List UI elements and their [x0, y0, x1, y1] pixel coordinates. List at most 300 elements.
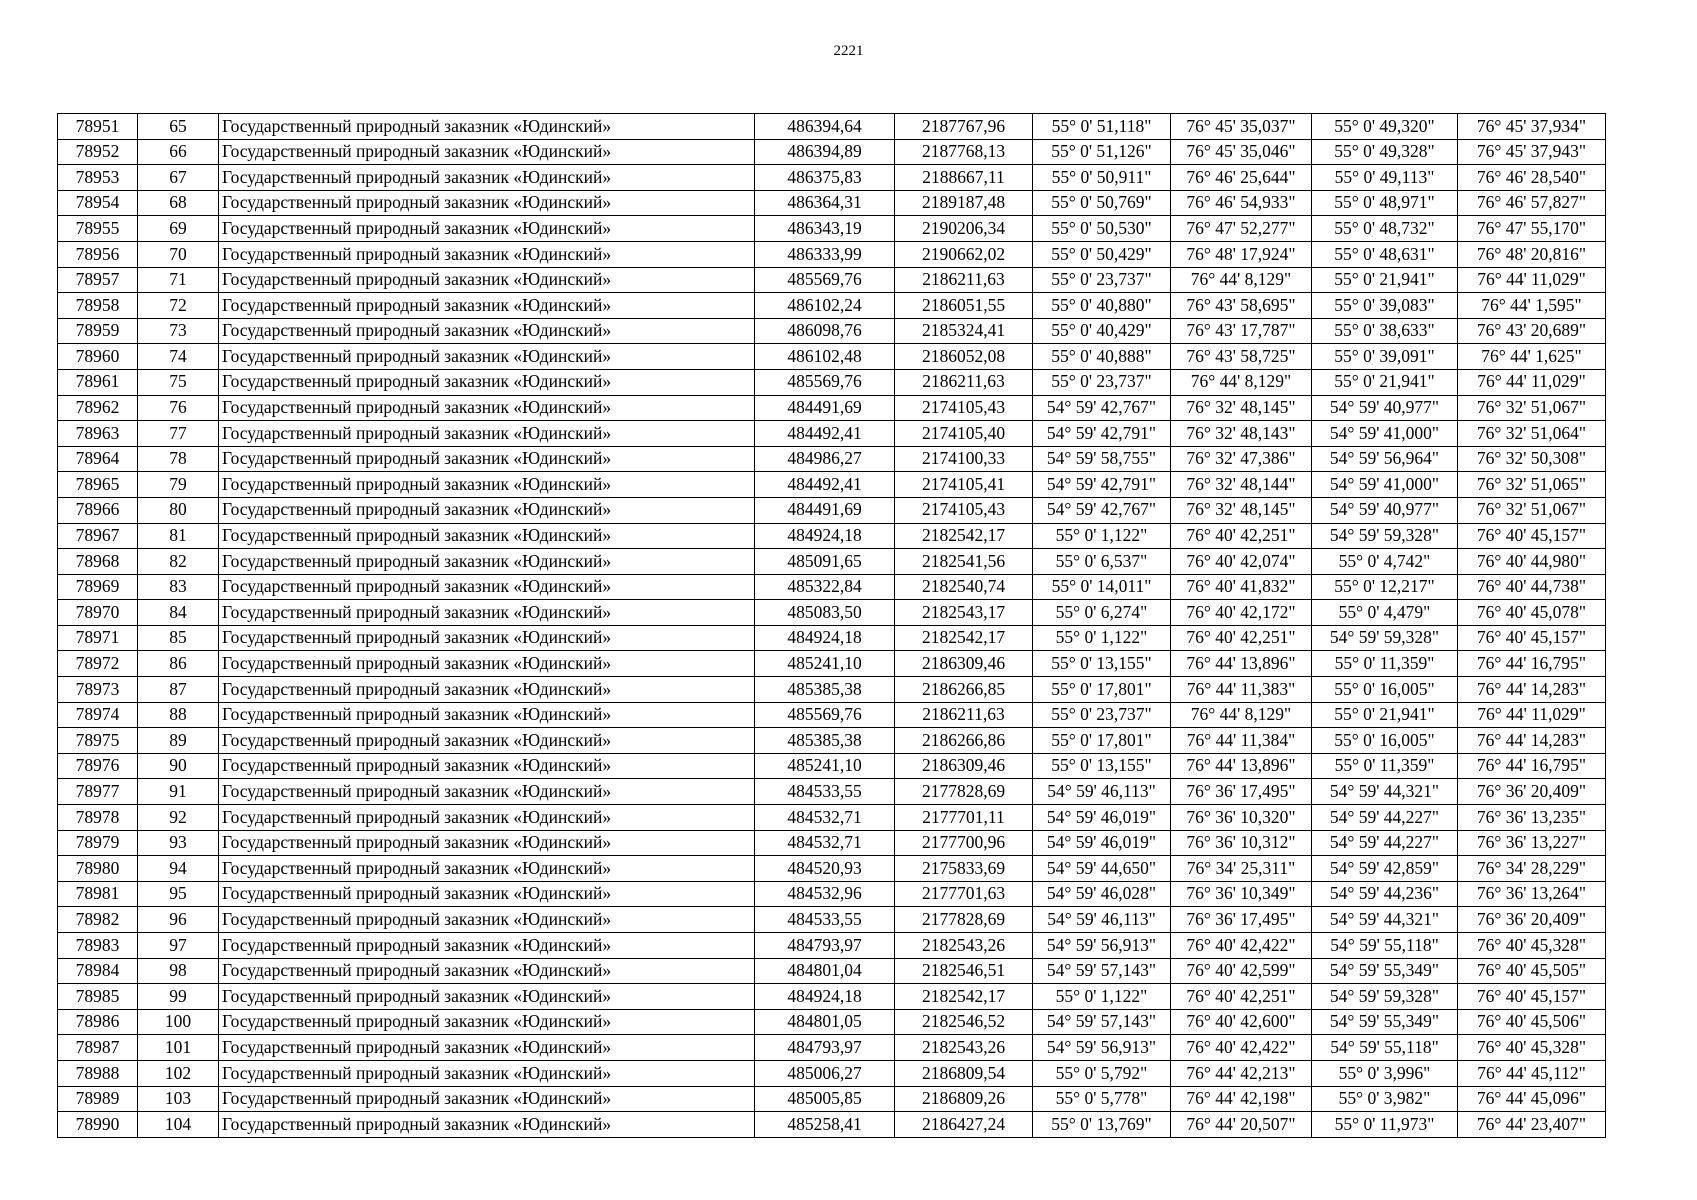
row-id-cell: 78984: [58, 958, 138, 984]
point-number-cell: 99: [138, 984, 219, 1010]
object-name-cell: Государственный природный заказник «Юдинский»: [219, 1035, 755, 1061]
longitude-1-cell: 76° 32' 48,144": [1171, 472, 1312, 498]
point-number-cell: 95: [138, 881, 219, 907]
object-name-cell: Государственный природный заказник «Юдинский»: [219, 267, 755, 293]
table-row: [58, 421, 1606, 447]
row-id-cell: 78982: [58, 907, 138, 933]
latitude-1-cell: 55° 0' 23,737": [1033, 702, 1171, 728]
table-row: [58, 958, 1606, 984]
table-row: [58, 881, 1606, 907]
y-coordinate-cell: 2190662,02: [895, 241, 1033, 267]
point-number-cell: 76: [138, 395, 219, 421]
table-row: [58, 933, 1606, 959]
object-name-cell: Государственный природный заказник «Юдинский»: [219, 241, 755, 267]
row-id-cell: 78965: [58, 472, 138, 498]
longitude-2-cell: 76° 44' 45,112": [1458, 1060, 1606, 1086]
longitude-1-cell: 76° 40' 42,422": [1171, 933, 1312, 959]
longitude-1-cell: 76° 45' 35,046": [1171, 139, 1312, 165]
row-id-cell: 78961: [58, 369, 138, 395]
latitude-2-cell: 54° 59' 55,118": [1312, 1035, 1458, 1061]
y-coordinate-cell: 2182543,26: [895, 933, 1033, 959]
table-row: [58, 830, 1606, 856]
latitude-1-cell: 54° 59' 46,113": [1033, 907, 1171, 933]
y-coordinate-cell: 2186809,26: [895, 1086, 1033, 1112]
longitude-2-cell: 76° 44' 1,625": [1458, 344, 1606, 370]
longitude-2-cell: 76° 40' 44,738": [1458, 574, 1606, 600]
longitude-2-cell: 76° 44' 14,283": [1458, 728, 1606, 754]
latitude-2-cell: 55° 0' 39,091": [1312, 344, 1458, 370]
x-coordinate-cell: 484491,69: [755, 395, 895, 421]
longitude-2-cell: 76° 40' 45,328": [1458, 933, 1606, 959]
longitude-2-cell: 76° 46' 28,540": [1458, 165, 1606, 191]
point-number-cell: 65: [138, 114, 219, 140]
point-number-cell: 102: [138, 1060, 219, 1086]
table-row: [58, 1086, 1606, 1112]
object-name-cell: Государственный природный заказник «Юдинский»: [219, 958, 755, 984]
row-id-cell: 78990: [58, 1112, 138, 1138]
longitude-1-cell: 76° 45' 35,037": [1171, 114, 1312, 140]
y-coordinate-cell: 2182543,17: [895, 600, 1033, 626]
longitude-1-cell: 76° 36' 17,495": [1171, 907, 1312, 933]
row-id-cell: 78958: [58, 293, 138, 319]
object-name-cell: Государственный природный заказник «Юдинский»: [219, 1086, 755, 1112]
table-row: [58, 1112, 1606, 1138]
longitude-1-cell: 76° 40' 42,172": [1171, 600, 1312, 626]
object-name-cell: Государственный природный заказник «Юдинский»: [219, 114, 755, 140]
latitude-2-cell: 54° 59' 41,000": [1312, 421, 1458, 447]
table-row: [58, 1035, 1606, 1061]
table-body: [58, 114, 1606, 1138]
object-name-cell: Государственный природный заказник «Юдинский»: [219, 984, 755, 1010]
point-number-cell: 88: [138, 702, 219, 728]
object-name-cell: Государственный природный заказник «Юдинский»: [219, 856, 755, 882]
x-coordinate-cell: 486375,83: [755, 165, 895, 191]
longitude-1-cell: 76° 46' 25,644": [1171, 165, 1312, 191]
longitude-2-cell: 76° 36' 13,264": [1458, 881, 1606, 907]
x-coordinate-cell: 486364,31: [755, 190, 895, 216]
x-coordinate-cell: 484986,27: [755, 446, 895, 472]
object-name-cell: Государственный природный заказник «Юдинский»: [219, 805, 755, 831]
object-name-cell: Государственный природный заказник «Юдинский»: [219, 344, 755, 370]
object-name-cell: Государственный природный заказник «Юдинский»: [219, 574, 755, 600]
row-id-cell: 78955: [58, 216, 138, 242]
row-id-cell: 78989: [58, 1086, 138, 1112]
longitude-2-cell: 76° 36' 20,409": [1458, 779, 1606, 805]
y-coordinate-cell: 2182542,17: [895, 625, 1033, 651]
table-row: [58, 165, 1606, 191]
longitude-2-cell: 76° 44' 45,096": [1458, 1086, 1606, 1112]
row-id-cell: 78976: [58, 753, 138, 779]
x-coordinate-cell: 485385,38: [755, 728, 895, 754]
latitude-2-cell: 55° 0' 12,217": [1312, 574, 1458, 600]
latitude-1-cell: 54° 59' 56,913": [1033, 1035, 1171, 1061]
point-number-cell: 69: [138, 216, 219, 242]
latitude-2-cell: 54° 59' 44,236": [1312, 881, 1458, 907]
x-coordinate-cell: 485569,76: [755, 702, 895, 728]
x-coordinate-cell: 485258,41: [755, 1112, 895, 1138]
object-name-cell: Государственный природный заказник «Юдинский»: [219, 446, 755, 472]
latitude-2-cell: 54° 59' 55,118": [1312, 933, 1458, 959]
y-coordinate-cell: 2177701,63: [895, 881, 1033, 907]
object-name-cell: Государственный природный заказник «Юдинский»: [219, 421, 755, 447]
point-number-cell: 104: [138, 1112, 219, 1138]
longitude-1-cell: 76° 44' 8,129": [1171, 369, 1312, 395]
y-coordinate-cell: 2186809,54: [895, 1060, 1033, 1086]
table-row: [58, 318, 1606, 344]
longitude-2-cell: 76° 40' 45,157": [1458, 625, 1606, 651]
longitude-1-cell: 76° 32' 48,143": [1171, 421, 1312, 447]
longitude-1-cell: 76° 36' 10,349": [1171, 881, 1312, 907]
y-coordinate-cell: 2186266,86: [895, 728, 1033, 754]
point-number-cell: 67: [138, 165, 219, 191]
longitude-2-cell: 76° 32' 51,067": [1458, 497, 1606, 523]
y-coordinate-cell: 2186052,08: [895, 344, 1033, 370]
longitude-2-cell: 76° 44' 16,795": [1458, 651, 1606, 677]
object-name-cell: Государственный природный заказник «Юдинский»: [219, 830, 755, 856]
point-number-cell: 82: [138, 549, 219, 575]
table-row: [58, 805, 1606, 831]
row-id-cell: 78983: [58, 933, 138, 959]
object-name-cell: Государственный природный заказник «Юдинский»: [219, 933, 755, 959]
y-coordinate-cell: 2186427,24: [895, 1112, 1033, 1138]
latitude-1-cell: 55° 0' 1,122": [1033, 625, 1171, 651]
point-number-cell: 84: [138, 600, 219, 626]
object-name-cell: Государственный природный заказник «Юдинский»: [219, 1112, 755, 1138]
table-row: [58, 728, 1606, 754]
longitude-2-cell: 76° 45' 37,943": [1458, 139, 1606, 165]
latitude-2-cell: 54° 59' 42,859": [1312, 856, 1458, 882]
table-row: [58, 600, 1606, 626]
point-number-cell: 101: [138, 1035, 219, 1061]
object-name-cell: Государственный природный заказник «Юдинский»: [219, 651, 755, 677]
x-coordinate-cell: 485569,76: [755, 267, 895, 293]
latitude-1-cell: 55° 0' 6,274": [1033, 600, 1171, 626]
point-number-cell: 90: [138, 753, 219, 779]
longitude-1-cell: 76° 43' 58,725": [1171, 344, 1312, 370]
latitude-1-cell: 54° 59' 46,019": [1033, 805, 1171, 831]
table-row: [58, 446, 1606, 472]
table-row: [58, 293, 1606, 319]
latitude-1-cell: 54° 59' 42,791": [1033, 472, 1171, 498]
object-name-cell: Государственный природный заказник «Юдинский»: [219, 702, 755, 728]
table-row: [58, 139, 1606, 165]
row-id-cell: 78974: [58, 702, 138, 728]
latitude-1-cell: 55° 0' 40,429": [1033, 318, 1171, 344]
longitude-1-cell: 76° 46' 54,933": [1171, 190, 1312, 216]
point-number-cell: 103: [138, 1086, 219, 1112]
latitude-2-cell: 55° 0' 39,083": [1312, 293, 1458, 319]
row-id-cell: 78962: [58, 395, 138, 421]
latitude-1-cell: 54° 59' 46,019": [1033, 830, 1171, 856]
y-coordinate-cell: 2189187,48: [895, 190, 1033, 216]
object-name-cell: Государственный природный заказник «Юдинский»: [219, 318, 755, 344]
x-coordinate-cell: 484924,18: [755, 984, 895, 1010]
point-number-cell: 87: [138, 677, 219, 703]
row-id-cell: 78972: [58, 651, 138, 677]
longitude-2-cell: 76° 40' 45,078": [1458, 600, 1606, 626]
page-number: 2221: [833, 43, 864, 59]
object-name-cell: Государственный природный заказник «Юдинский»: [219, 1060, 755, 1086]
y-coordinate-cell: 2186211,63: [895, 702, 1033, 728]
row-id-cell: 78951: [58, 114, 138, 140]
object-name-cell: Государственный природный заказник «Юдинский»: [219, 779, 755, 805]
x-coordinate-cell: 485569,76: [755, 369, 895, 395]
x-coordinate-cell: 486102,48: [755, 344, 895, 370]
latitude-1-cell: 54° 59' 56,913": [1033, 933, 1171, 959]
longitude-2-cell: 76° 32' 51,064": [1458, 421, 1606, 447]
latitude-1-cell: 55° 0' 17,801": [1033, 677, 1171, 703]
y-coordinate-cell: 2175833,69: [895, 856, 1033, 882]
longitude-1-cell: 76° 44' 42,213": [1171, 1060, 1312, 1086]
table-row: [58, 1009, 1606, 1035]
table-row: [58, 497, 1606, 523]
longitude-1-cell: 76° 32' 47,386": [1171, 446, 1312, 472]
row-id-cell: 78973: [58, 677, 138, 703]
row-id-cell: 78969: [58, 574, 138, 600]
latitude-1-cell: 55° 0' 1,122": [1033, 523, 1171, 549]
latitude-2-cell: 55° 0' 16,005": [1312, 728, 1458, 754]
latitude-2-cell: 54° 59' 44,227": [1312, 805, 1458, 831]
point-number-cell: 74: [138, 344, 219, 370]
longitude-2-cell: 76° 43' 20,689": [1458, 318, 1606, 344]
latitude-1-cell: 55° 0' 23,737": [1033, 369, 1171, 395]
longitude-2-cell: 76° 36' 20,409": [1458, 907, 1606, 933]
table-row: [58, 574, 1606, 600]
point-number-cell: 66: [138, 139, 219, 165]
latitude-1-cell: 54° 59' 46,028": [1033, 881, 1171, 907]
table-row: [58, 549, 1606, 575]
latitude-2-cell: 55° 0' 11,359": [1312, 651, 1458, 677]
x-coordinate-cell: 485385,38: [755, 677, 895, 703]
point-number-cell: 70: [138, 241, 219, 267]
longitude-1-cell: 76° 40' 41,832": [1171, 574, 1312, 600]
x-coordinate-cell: 485005,85: [755, 1086, 895, 1112]
x-coordinate-cell: 485083,50: [755, 600, 895, 626]
x-coordinate-cell: 484801,05: [755, 1009, 895, 1035]
table-row: [58, 523, 1606, 549]
latitude-1-cell: 55° 0' 50,530": [1033, 216, 1171, 242]
latitude-2-cell: 55° 0' 21,941": [1312, 267, 1458, 293]
point-number-cell: 96: [138, 907, 219, 933]
point-number-cell: 78: [138, 446, 219, 472]
row-id-cell: 78987: [58, 1035, 138, 1061]
latitude-2-cell: 55° 0' 4,742": [1312, 549, 1458, 575]
longitude-1-cell: 76° 44' 8,129": [1171, 702, 1312, 728]
object-name-cell: Государственный природный заказник «Юдинский»: [219, 165, 755, 191]
longitude-1-cell: 76° 36' 10,312": [1171, 830, 1312, 856]
row-id-cell: 78988: [58, 1060, 138, 1086]
y-coordinate-cell: 2174105,43: [895, 497, 1033, 523]
table-row: [58, 702, 1606, 728]
object-name-cell: Государственный природный заказник «Юдинский»: [219, 395, 755, 421]
longitude-1-cell: 76° 40' 42,422": [1171, 1035, 1312, 1061]
latitude-2-cell: 54° 59' 44,321": [1312, 907, 1458, 933]
y-coordinate-cell: 2177828,69: [895, 907, 1033, 933]
latitude-1-cell: 55° 0' 13,155": [1033, 753, 1171, 779]
latitude-2-cell: 54° 59' 59,328": [1312, 625, 1458, 651]
longitude-2-cell: 76° 47' 55,170": [1458, 216, 1606, 242]
table-row: [58, 472, 1606, 498]
row-id-cell: 78959: [58, 318, 138, 344]
point-number-cell: 92: [138, 805, 219, 831]
row-id-cell: 78978: [58, 805, 138, 831]
point-number-cell: 98: [138, 958, 219, 984]
table-row: [58, 190, 1606, 216]
point-number-cell: 83: [138, 574, 219, 600]
y-coordinate-cell: 2182541,56: [895, 549, 1033, 575]
object-name-cell: Государственный природный заказник «Юдинский»: [219, 728, 755, 754]
table-row: [58, 856, 1606, 882]
point-number-cell: 79: [138, 472, 219, 498]
longitude-2-cell: 76° 40' 45,157": [1458, 984, 1606, 1010]
longitude-1-cell: 76° 43' 58,695": [1171, 293, 1312, 319]
row-id-cell: 78980: [58, 856, 138, 882]
point-number-cell: 68: [138, 190, 219, 216]
x-coordinate-cell: 484532,71: [755, 830, 895, 856]
x-coordinate-cell: 484492,41: [755, 472, 895, 498]
object-name-cell: Государственный природный заказник «Юдинский»: [219, 600, 755, 626]
row-id-cell: 78964: [58, 446, 138, 472]
longitude-1-cell: 76° 32' 48,145": [1171, 395, 1312, 421]
y-coordinate-cell: 2177700,96: [895, 830, 1033, 856]
row-id-cell: 78963: [58, 421, 138, 447]
y-coordinate-cell: 2186266,85: [895, 677, 1033, 703]
latitude-1-cell: 55° 0' 50,911": [1033, 165, 1171, 191]
longitude-1-cell: 76° 32' 48,145": [1171, 497, 1312, 523]
latitude-1-cell: 54° 59' 44,650": [1033, 856, 1171, 882]
latitude-2-cell: 55° 0' 48,631": [1312, 241, 1458, 267]
y-coordinate-cell: 2182542,17: [895, 523, 1033, 549]
table-row: [58, 114, 1606, 140]
y-coordinate-cell: 2174105,41: [895, 472, 1033, 498]
table-row: [58, 677, 1606, 703]
row-id-cell: 78979: [58, 830, 138, 856]
latitude-1-cell: 55° 0' 23,737": [1033, 267, 1171, 293]
latitude-2-cell: 55° 0' 16,005": [1312, 677, 1458, 703]
y-coordinate-cell: 2174100,33: [895, 446, 1033, 472]
object-name-cell: Государственный природный заказник «Юдинский»: [219, 881, 755, 907]
latitude-2-cell: 54° 59' 55,349": [1312, 1009, 1458, 1035]
table-row: [58, 395, 1606, 421]
latitude-2-cell: 55° 0' 49,320": [1312, 114, 1458, 140]
longitude-1-cell: 76° 44' 42,198": [1171, 1086, 1312, 1112]
longitude-2-cell: 76° 32' 50,308": [1458, 446, 1606, 472]
point-number-cell: 91: [138, 779, 219, 805]
row-id-cell: 78956: [58, 241, 138, 267]
longitude-1-cell: 76° 40' 42,599": [1171, 958, 1312, 984]
longitude-2-cell: 76° 48' 20,816": [1458, 241, 1606, 267]
latitude-2-cell: 54° 59' 44,227": [1312, 830, 1458, 856]
point-number-cell: 77: [138, 421, 219, 447]
latitude-2-cell: 54° 59' 44,321": [1312, 779, 1458, 805]
latitude-1-cell: 55° 0' 6,537": [1033, 549, 1171, 575]
y-coordinate-cell: 2182540,74: [895, 574, 1033, 600]
x-coordinate-cell: 485322,84: [755, 574, 895, 600]
longitude-1-cell: 76° 44' 11,383": [1171, 677, 1312, 703]
table-row: [58, 625, 1606, 651]
x-coordinate-cell: 484924,18: [755, 523, 895, 549]
table-row: [58, 344, 1606, 370]
x-coordinate-cell: 486394,64: [755, 114, 895, 140]
latitude-1-cell: 55° 0' 17,801": [1033, 728, 1171, 754]
object-name-cell: Государственный природный заказник «Юдинский»: [219, 677, 755, 703]
row-id-cell: 78960: [58, 344, 138, 370]
latitude-2-cell: 55° 0' 21,941": [1312, 702, 1458, 728]
point-number-cell: 93: [138, 830, 219, 856]
object-name-cell: Государственный природный заказник «Юдинский»: [219, 369, 755, 395]
x-coordinate-cell: 485006,27: [755, 1060, 895, 1086]
y-coordinate-cell: 2182543,26: [895, 1035, 1033, 1061]
latitude-2-cell: 55° 0' 3,982": [1312, 1086, 1458, 1112]
x-coordinate-cell: 486394,89: [755, 139, 895, 165]
y-coordinate-cell: 2182542,17: [895, 984, 1033, 1010]
x-coordinate-cell: 486343,19: [755, 216, 895, 242]
latitude-2-cell: 55° 0' 48,971": [1312, 190, 1458, 216]
row-id-cell: 78957: [58, 267, 138, 293]
latitude-2-cell: 54° 59' 56,964": [1312, 446, 1458, 472]
x-coordinate-cell: 486333,99: [755, 241, 895, 267]
object-name-cell: Государственный природный заказник «Юдинский»: [219, 753, 755, 779]
longitude-2-cell: 76° 36' 13,235": [1458, 805, 1606, 831]
latitude-1-cell: 55° 0' 5,778": [1033, 1086, 1171, 1112]
x-coordinate-cell: 484491,69: [755, 497, 895, 523]
object-name-cell: Государственный природный заказник «Юдинский»: [219, 549, 755, 575]
longitude-2-cell: 76° 44' 11,029": [1458, 267, 1606, 293]
latitude-1-cell: 55° 0' 1,122": [1033, 984, 1171, 1010]
x-coordinate-cell: 484793,97: [755, 933, 895, 959]
row-id-cell: 78952: [58, 139, 138, 165]
table-row: [58, 651, 1606, 677]
latitude-2-cell: 55° 0' 11,973": [1312, 1112, 1458, 1138]
table-row: [58, 753, 1606, 779]
point-number-cell: 75: [138, 369, 219, 395]
longitude-2-cell: 76° 44' 11,029": [1458, 702, 1606, 728]
latitude-2-cell: 55° 0' 49,113": [1312, 165, 1458, 191]
longitude-2-cell: 76° 44' 1,595": [1458, 293, 1606, 319]
object-name-cell: Государственный природный заказник «Юдинский»: [219, 523, 755, 549]
longitude-2-cell: 76° 44' 23,407": [1458, 1112, 1606, 1138]
point-number-cell: 72: [138, 293, 219, 319]
latitude-1-cell: 55° 0' 50,769": [1033, 190, 1171, 216]
longitude-2-cell: 76° 36' 13,227": [1458, 830, 1606, 856]
x-coordinate-cell: 484532,96: [755, 881, 895, 907]
y-coordinate-cell: 2186309,46: [895, 651, 1033, 677]
point-number-cell: 97: [138, 933, 219, 959]
y-coordinate-cell: 2182546,52: [895, 1009, 1033, 1035]
longitude-1-cell: 76° 40' 42,074": [1171, 549, 1312, 575]
longitude-2-cell: 76° 44' 16,795": [1458, 753, 1606, 779]
point-number-cell: 100: [138, 1009, 219, 1035]
longitude-1-cell: 76° 44' 20,507": [1171, 1112, 1312, 1138]
latitude-1-cell: 55° 0' 40,888": [1033, 344, 1171, 370]
point-number-cell: 89: [138, 728, 219, 754]
x-coordinate-cell: 485241,10: [755, 651, 895, 677]
latitude-2-cell: 55° 0' 21,941": [1312, 369, 1458, 395]
x-coordinate-cell: 484532,71: [755, 805, 895, 831]
x-coordinate-cell: 486102,24: [755, 293, 895, 319]
x-coordinate-cell: 484793,97: [755, 1035, 895, 1061]
latitude-1-cell: 54° 59' 57,143": [1033, 958, 1171, 984]
longitude-2-cell: 76° 45' 37,934": [1458, 114, 1606, 140]
latitude-1-cell: 55° 0' 13,155": [1033, 651, 1171, 677]
latitude-1-cell: 55° 0' 40,880": [1033, 293, 1171, 319]
object-name-cell: Государственный природный заказник «Юдинский»: [219, 216, 755, 242]
y-coordinate-cell: 2187768,13: [895, 139, 1033, 165]
point-number-cell: 86: [138, 651, 219, 677]
longitude-2-cell: 76° 40' 44,980": [1458, 549, 1606, 575]
longitude-1-cell: 76° 40' 42,251": [1171, 625, 1312, 651]
x-coordinate-cell: 484492,41: [755, 421, 895, 447]
